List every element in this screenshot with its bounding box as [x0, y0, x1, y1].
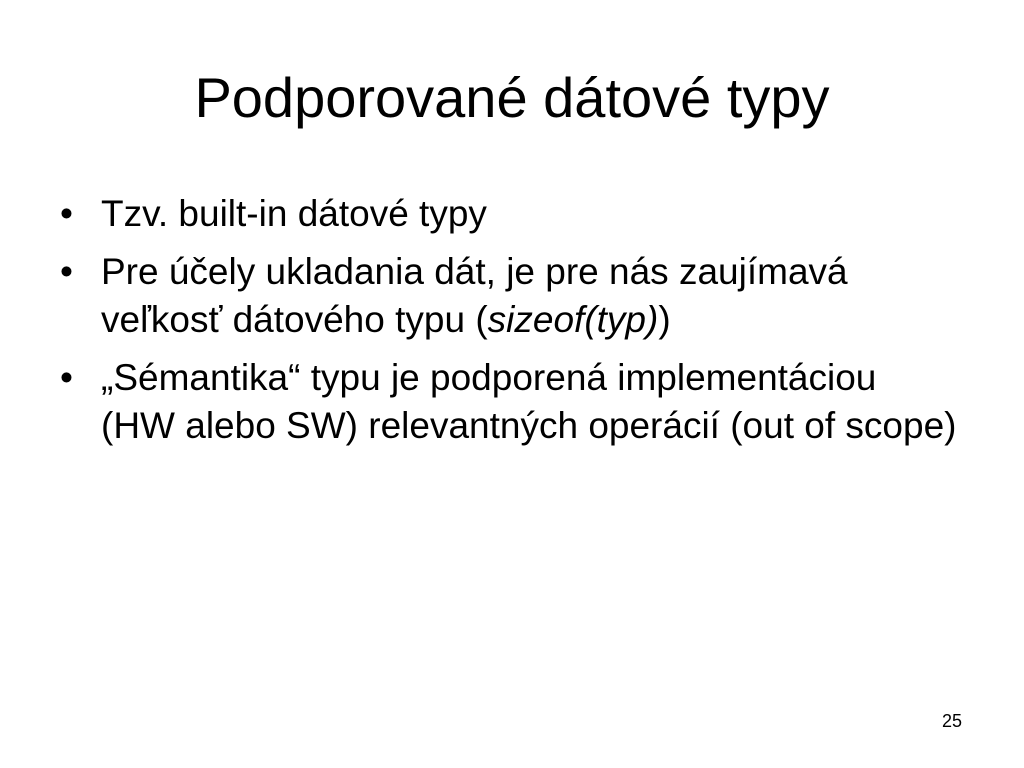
- bullet-text: Tzv. built-in dátové typy: [101, 193, 487, 234]
- slide-title: Podporované dátové typy: [194, 66, 830, 129]
- bullet-icon: •: [60, 357, 73, 398]
- bullet-italic-text: sizeof(typ): [487, 299, 659, 340]
- bullet-item-1: [60, 190, 960, 238]
- bullet-text-tail: ): [658, 299, 671, 340]
- bullet-text: Pre účely ukladania dát, je pre nás zaujímavá veľkosť dátového typu (: [101, 251, 848, 340]
- slide-number: 25: [941, 711, 962, 731]
- bullet-list: [60, 190, 960, 460]
- bullet-item-2: [60, 248, 960, 344]
- bullet-text: „Sémantika“ typu je podporená implementáciou (HW alebo SW) relevantných operácií (out of scope): [101, 357, 957, 446]
- bullet-icon: •: [60, 251, 73, 292]
- bullet-item-3: [60, 354, 960, 450]
- bullet-icon: •: [60, 193, 73, 234]
